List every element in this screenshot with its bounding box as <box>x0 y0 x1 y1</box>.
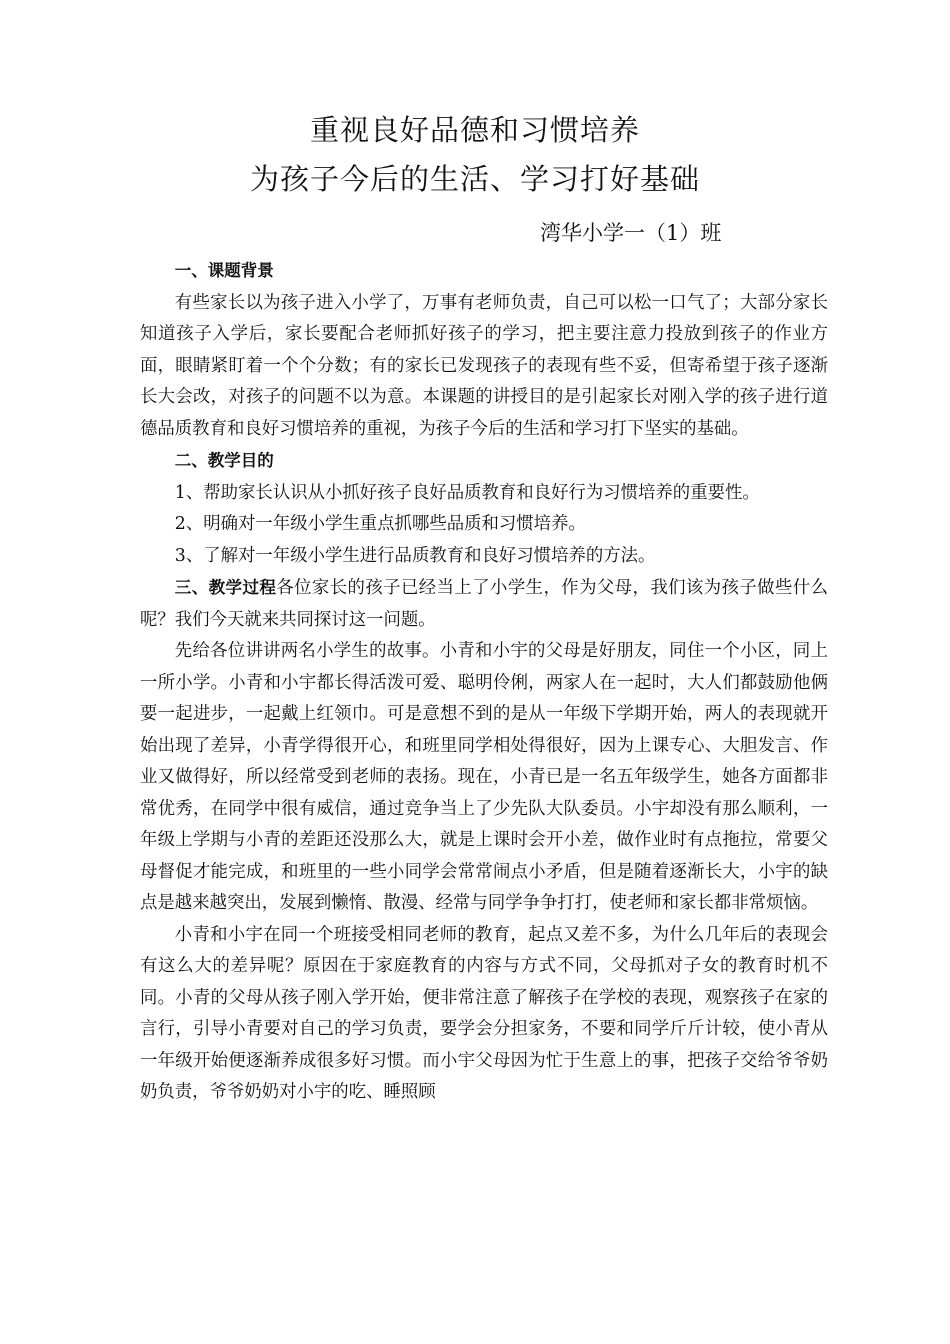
section-2-heading <box>140 445 828 478</box>
section-3-paragraph-1: 先给各位讲讲两名小学生的故事。小青和小宇的父母是好朋友，同住一个小区，同上一所小学。小青和小宇都长得活泼可爱、聪明伶俐，两家人在一起时，大人们都鼓励他俩要一起进步，一起戴上红领巾。可是意想不到的是从一年级下学期开始，两人的表现就开始出现了差异，小青学得很开心，和班里同学相处得很好，因为上课专心、大胆发言、作业又做得好，所以经常受到老师的表扬。现在，小青已是一名五年级学生，她各方面都非常优秀，在同学中很有威信，通过竞争当上了少先队大队委员。小宇却没有那么顺利，一年级上学期与小青的差距还没那么大，就是上课时会开小差，做作业时有点拖拉，常要父母督促才能完成，和班里的一些小同学会常常闹点小矛盾，但是随着逐渐长大，小宇的缺点是越来越突出，发展到懒惰、散漫、经常与同学争争打打，使老师和家长都非常烦恼。 <box>140 641 828 913</box>
objective-item-2: 2、明确对一年级小学生重点抓哪些品质和习惯培养。 <box>174 514 586 534</box>
document-title-line-1: 重视良好品德和习惯培养 <box>309 113 640 147</box>
section-3-paragraph-2: 小青和小宇在同一个班接受相同老师的教育，起点又差不多，为什么几年后的表现会有这么大的差异呢？原因在于家庭教育的内容与方式不同，父母抓对子女的教育时机不同。小青的父母从孩子刚入学开始，便非常注意了解孩子在学校的表现，观察孩子在家的言行，引导小青要对自己的学习负责，要学会分担家务，不要和同学斤斤计较，使小青从一年级开始便逐渐养成很多好习惯。而小宇父母因为忙于生意上的事，把孩子交给爷爷奶奶负责，爷爷奶奶对小宇的吃、睡照顾 <box>140 924 828 1102</box>
objective-item-1: 1、帮助家长认识从小抓好孩子良好品质教育和良好行为习惯培养的重要性。 <box>174 482 760 503</box>
section-1-heading <box>140 255 828 288</box>
document-title-line-2: 为孩子今后的生活、学习打好基础 <box>249 162 700 196</box>
section-1-paragraph: 有些家长以为孩子进入小学了，万事有老师负责，自己可以松一口气了；大部分家长知道孩子入学后，家长要配合老师抓好孩子的学习，把主要注意力投放到孩子的作业方面，眼睛紧盯着一个个分数；有的家长已发现孩子的表现有些不妥，但寄希望于孩子逐渐长大会改，对孩子的问题不以为意。本课题的讲授目的是引起家长对刚入学的孩子进行道德品质教育和良好习惯培养的重视，为孩子今后的生活和学习打下坚实的基础。 <box>140 292 828 439</box>
class-name: 湾华小学一（1）班 <box>540 221 722 245</box>
section-1-heading-text: 一、课题背景 <box>174 261 274 280</box>
section-3-intro-text: 各位家长的孩子已经当上了小学生，作为父母，我们该为孩子做些什么呢？我们今天就来共同探讨这一问题。 <box>140 578 828 630</box>
section-3-intro-paragraph <box>140 572 828 636</box>
objective-item-3: 3、了解对一年级小学生进行品质教育和良好习惯培养的方法。 <box>174 545 656 566</box>
document-body <box>140 255 828 1109</box>
section-2-heading-text: 二、教学目的 <box>174 451 274 470</box>
section-3-heading-text: 三、教学过程 <box>174 578 277 597</box>
